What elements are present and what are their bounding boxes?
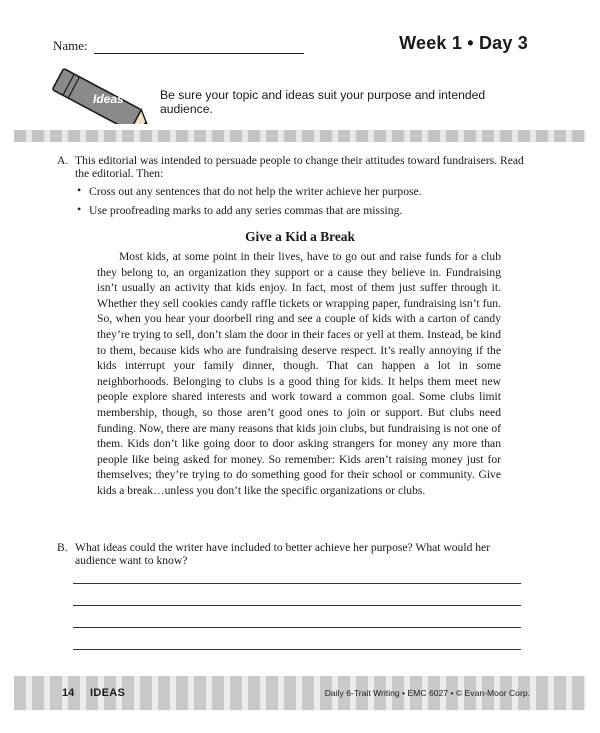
section-a-label: A.	[57, 154, 69, 167]
section-b	[57, 541, 527, 567]
name-label: Name:	[53, 38, 88, 53]
name-line[interactable]	[94, 41, 304, 54]
section-a-prompt: This editorial was intended to persuade people to change their attitudes toward fundraisers. Read the editorial. Then:	[75, 154, 524, 180]
name-field	[53, 38, 304, 54]
section-b-prompt: What ideas could the writer have included to better achieve her purpose? What would her audience want to know?	[75, 541, 491, 567]
pencil-icon	[52, 68, 152, 124]
week-day-title: Week 1 • Day 3	[399, 33, 528, 53]
answer-line[interactable]	[73, 605, 521, 606]
section-b-label: B.	[57, 541, 68, 554]
editorial-title: Give a Kid a Break	[245, 229, 355, 244]
section-a	[57, 154, 527, 223]
footer-credit: Daily 6-Trait Writing • EMC 6027 • © Evan-Moor Corp.	[324, 688, 530, 698]
page-number: 14	[62, 687, 75, 699]
bullet-item: • Cross out any sentences that do not help the writer achieve her purpose.	[77, 185, 527, 198]
bullet-item: • Use proofreading marks to add any series commas that are missing.	[77, 204, 527, 217]
answer-line[interactable]	[73, 627, 521, 628]
badge-label: Ideas	[93, 92, 124, 106]
editorial-body: Most kids, at some point in their lives, have to go out and raise funds for a club they belong to, an organization they support or a cause they believe in. Fundraising isn’t usually an activity that kids enjoy. In fact, most of them just suffer through it. Whether they sell cookies candy raffle tickets or wrapping paper, fundraising isn’t fun. So, when you hear your doorbell ring and see a couple of kids with a carton of candy they’re trying to sell, don’t slam the door in their faces or yell at them. Instead, be kind to them, because kids who are fundraising deserve respect. It’s really annoying if the kids interrupt your family dinner, though. That can happen a lot in some neighborhoods. Belonging to clubs is a good thing for kids. It helps them meet new people explore shared interests and work toward a common goal. Some clubs limit membership, though, so those aren’t good ones to join or support. But clubs need funding. Now, there are many reasons that kids join clubs, but fundraising is not one of them. Kids don’t like going door to door asking strangers for money any more than people like being asked for money. So remember: Kids aren’t raising money just for themselves; they’re trying to do something good for their school or community. Give kids a break…unless you don’t like the specific organizations or clubs.	[97, 250, 501, 497]
instruction-bullets	[77, 185, 527, 217]
stripe-divider	[14, 130, 586, 142]
footer-bar	[14, 676, 586, 710]
ideas-badge	[52, 68, 152, 124]
answer-line[interactable]	[73, 649, 521, 650]
footer-trait-label: IDEAS	[90, 687, 126, 699]
instruction-text: Be sure your topic and ideas suit your purpose and intended audience.	[160, 88, 486, 116]
answer-line[interactable]	[73, 583, 521, 584]
